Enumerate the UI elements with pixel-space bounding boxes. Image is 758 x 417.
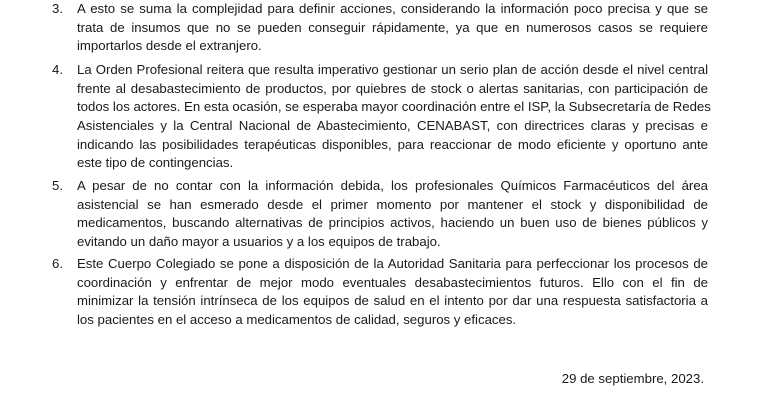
text-line: todos los actores. En esta ocasión, se esperaba mayor coordinación entre el ISP, la Subsecretaría de Redes — [77, 99, 711, 115]
item-number: 3. — [52, 1, 63, 16]
text-line: A pesar de no contar con la información debida, los profesionales Químicos Farmacéuticos del área — [77, 178, 708, 193]
item-text — [77, 0, 708, 56]
item-number: 5. — [52, 178, 63, 193]
item-text — [77, 177, 708, 252]
text-line: medicamentos, buscando alternativas de principios activos, haciendo un buen uso de bienes públicos y — [77, 215, 708, 231]
item-number: 4. — [52, 62, 63, 77]
item-text — [77, 61, 711, 173]
item-text — [77, 255, 708, 330]
document-date: 29 de septiembre, 2023. — [561, 371, 704, 386]
text-line: Este Cuerpo Colegiado se pone a disposición de la Autoridad Sanitaria para perfeccionar los procesos de — [77, 256, 708, 271]
text-line: evitando un daño mayor a usuarios y a los equipos de trabajo. — [77, 234, 441, 250]
text-line: frente al desabastecimiento de productos, por quiebres de stock o alertas sanitarias, con participación de — [77, 80, 708, 96]
text-line: este tipo de contingencias. — [77, 155, 234, 171]
text-line: indicando las posibilidades terapéuticas disponibles, para reaccionar de modo eficiente y oportuno ante — [77, 136, 708, 152]
text-line: La Orden Profesional reitera que resulta imperativo gestionar un serio plan de acción desde el nivel central — [77, 62, 708, 77]
text-line: importarlos desde el extranjero. — [77, 38, 262, 54]
text-line: trata de insumos que no se pueden conseguir rápidamente, ya que en numerosos casos se requiere — [77, 19, 708, 35]
text-line: los pacientes en el acceso a medicamentos de calidad, seguros y eficaces. — [77, 312, 517, 328]
text-line: asistencial se han esmerado desde el primer momento por mantener el stock y disponibilidad de — [77, 196, 708, 212]
text-line: Asistenciales y la Central Nacional de Abastecimiento, CENABAST, con directrices claras y precisas e — [77, 118, 708, 134]
text-line: A esto se suma la complejidad para definir acciones, considerando la información poco precisa y que se — [77, 1, 708, 16]
text-line: minimizar la tensión intrínseca de los equipos de salud en el intento por dar una respuesta satisfactoria a — [77, 293, 708, 309]
item-number: 6. — [52, 256, 63, 271]
text-line: coordinación y enfrentar de mejor modo eventuales desabastecimientos futuros. Ello con el fin de — [77, 274, 708, 290]
